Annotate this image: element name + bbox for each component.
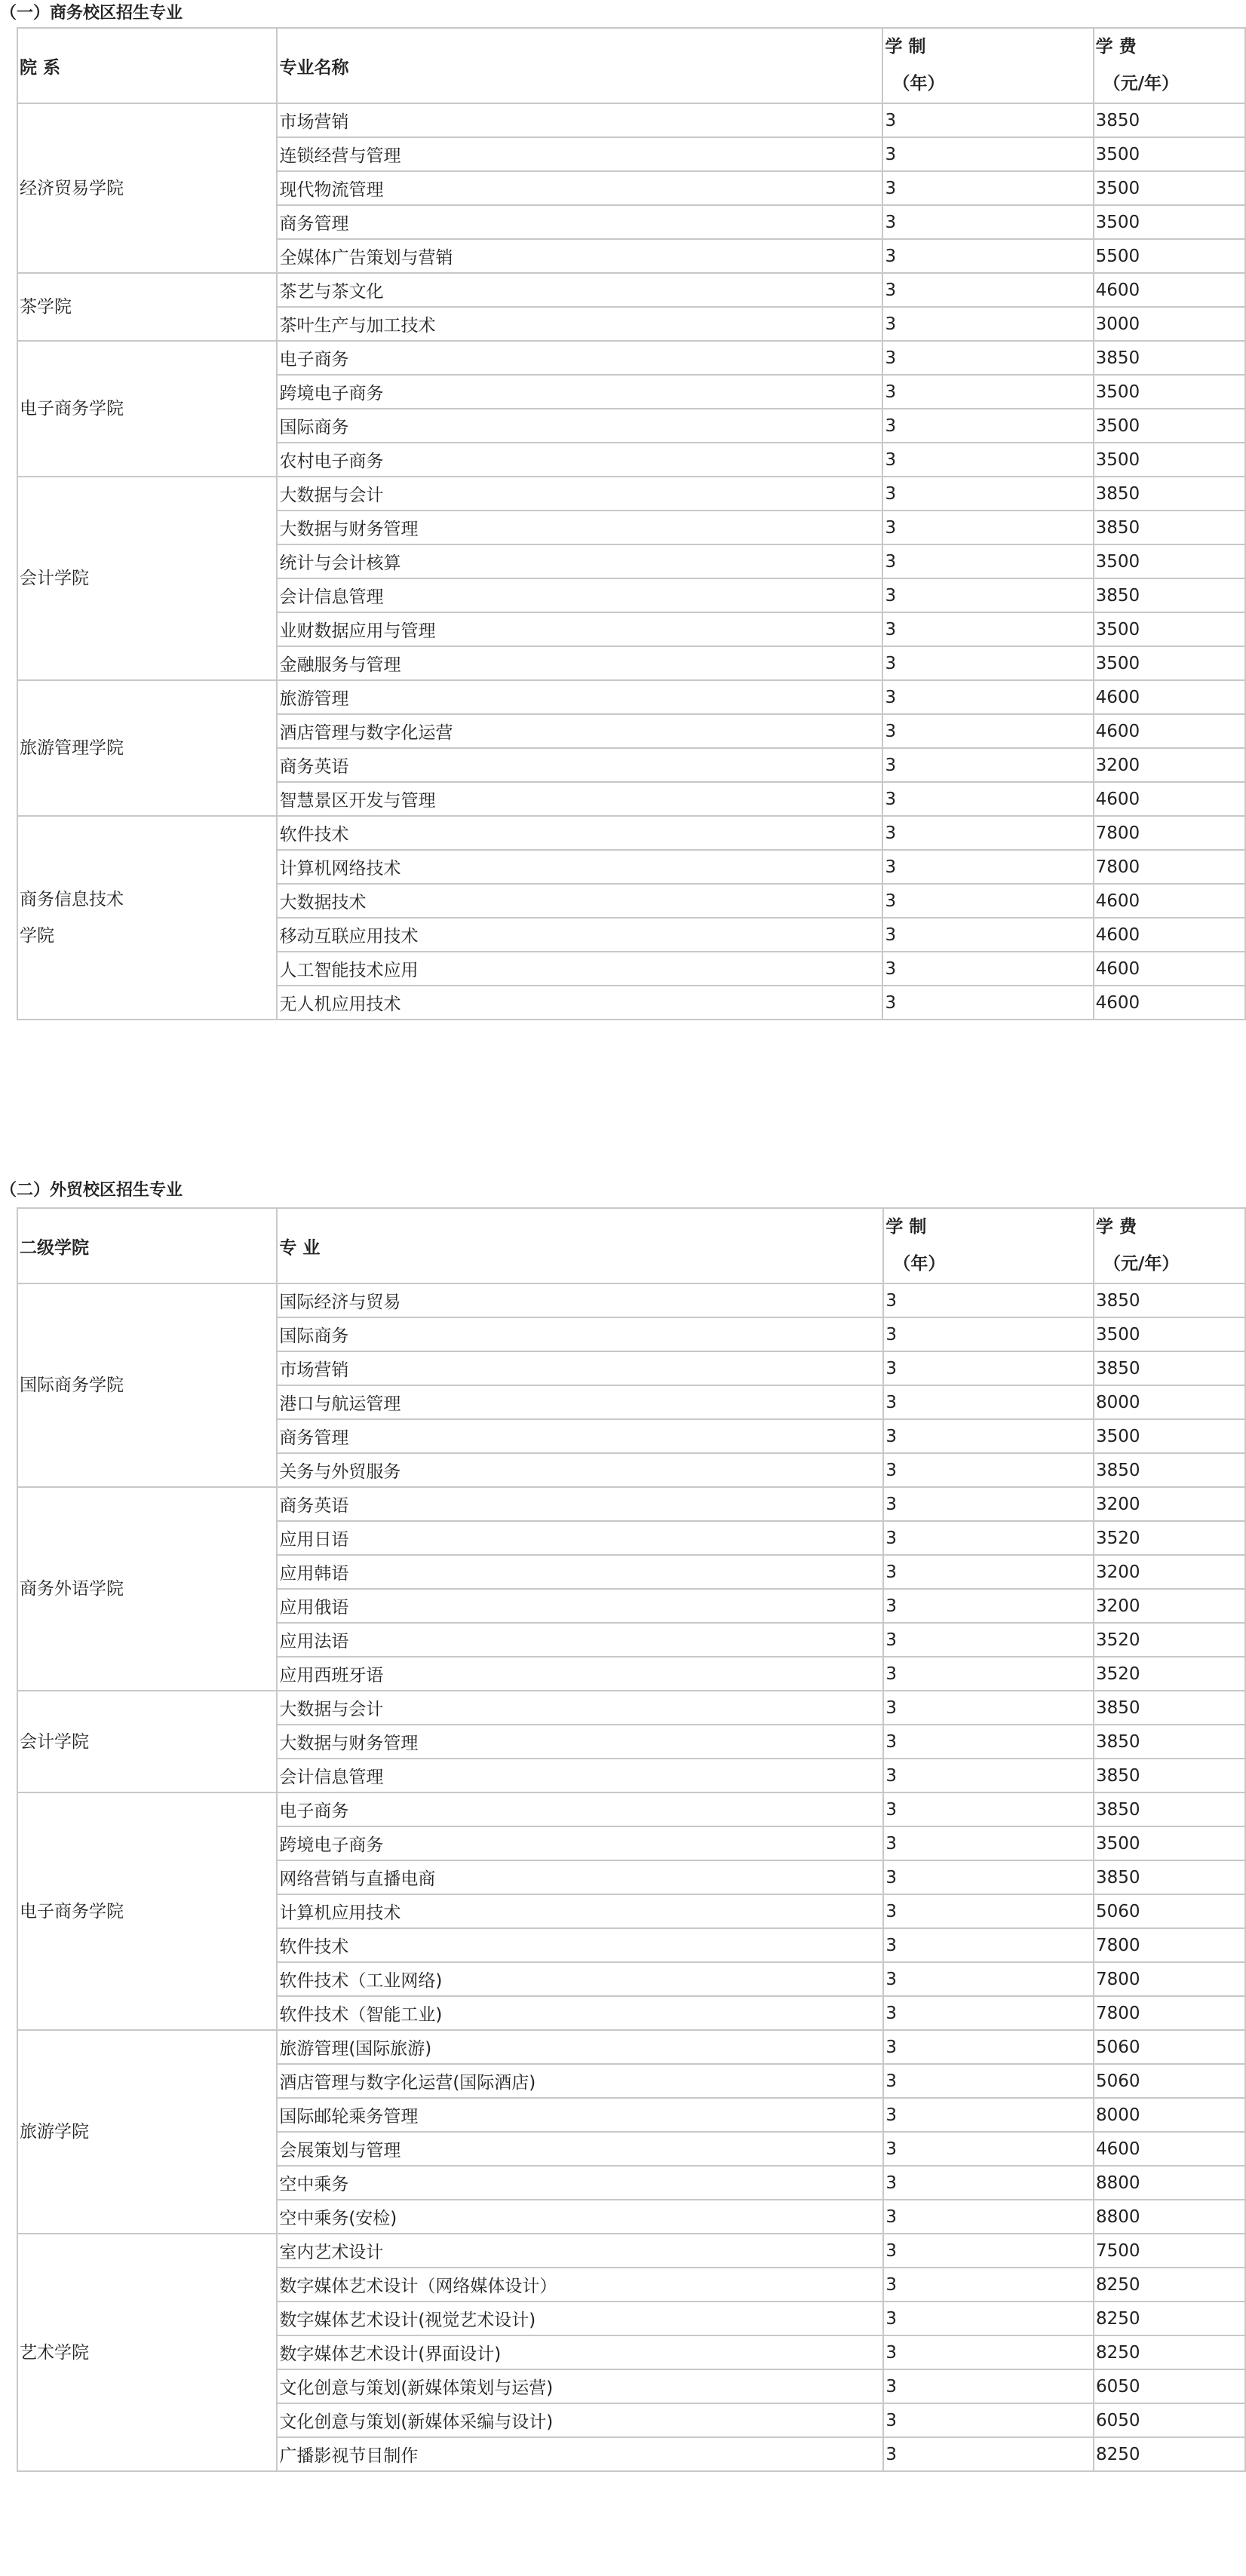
major-cell: 连锁经营与管理 <box>277 137 882 171</box>
duration-cell: 3 <box>883 2302 1094 2335</box>
fee-cell: 3000 <box>1094 307 1245 341</box>
fee-cell: 3500 <box>1094 612 1245 646</box>
major-cell: 计算机应用技术 <box>277 1894 883 1928</box>
fee-cell: 8250 <box>1094 2268 1245 2302</box>
duration-cell: 3 <box>883 1860 1094 1894</box>
major-cell: 会展策划与管理 <box>277 2132 883 2166</box>
major-cell: 酒店管理与数字化运营 <box>277 714 882 748</box>
duration-cell: 3 <box>883 1657 1094 1691</box>
major-cell: 移动互联应用技术 <box>277 918 882 952</box>
major-cell: 跨境电子商务 <box>277 375 882 409</box>
major-cell: 应用西班牙语 <box>277 1657 883 1691</box>
fee-cell: 7800 <box>1094 850 1245 884</box>
major-cell: 市场营销 <box>277 1351 883 1385</box>
major-cell: 软件技术 <box>277 816 882 850</box>
fee-cell: 3200 <box>1094 1589 1245 1623</box>
duration-cell: 3 <box>882 544 1093 578</box>
duration-cell: 3 <box>882 680 1093 714</box>
fee-cell: 3850 <box>1094 103 1245 137</box>
duration-cell: 3 <box>883 1555 1094 1589</box>
college-header: 二级学院 <box>17 1208 277 1283</box>
duration-cell: 3 <box>882 443 1093 477</box>
fee-cell: 4600 <box>1094 2132 1245 2166</box>
duration-cell: 3 <box>883 2335 1094 2369</box>
duration-cell: 3 <box>883 1691 1094 1725</box>
college-name: 电子商务学院 <box>20 399 124 419</box>
fee-cell: 4600 <box>1094 714 1245 748</box>
duration-cell: 3 <box>882 511 1093 544</box>
fee-cell: 3850 <box>1094 511 1245 544</box>
major-cell: 旅游管理(国际旅游) <box>277 2030 883 2064</box>
fee-cell: 3200 <box>1094 1487 1245 1521</box>
major-cell: 应用日语 <box>277 1521 883 1555</box>
fee-cell: 4600 <box>1094 782 1245 816</box>
fee-cell: 5060 <box>1094 2030 1245 2064</box>
duration-cell: 3 <box>882 986 1093 1020</box>
major-cell: 商务英语 <box>277 748 882 782</box>
duration-cell: 3 <box>882 748 1093 782</box>
section-1-title: （一）商务校区招生专业 <box>0 4 183 23</box>
duration-cell: 3 <box>882 918 1093 952</box>
duration-cell: 3 <box>882 850 1093 884</box>
major-cell: 商务英语 <box>277 1487 883 1521</box>
major-cell: 软件技术（工业网络) <box>277 1962 883 1996</box>
major-cell: 商务管理 <box>277 205 882 239</box>
duration-cell: 3 <box>882 307 1093 341</box>
major-cell: 大数据与财务管理 <box>277 1725 883 1759</box>
major-cell: 电子商务 <box>277 1792 883 1826</box>
major-cell: 港口与航运管理 <box>277 1385 883 1419</box>
table-row <box>17 103 1245 137</box>
table-row <box>17 1792 1245 1826</box>
college-cell <box>17 477 277 680</box>
fee-cell: 4600 <box>1094 680 1245 714</box>
business-campus-table <box>17 27 1246 1020</box>
college-cell <box>17 680 277 816</box>
duration-header-line1: 学 制 <box>885 37 926 57</box>
fee-cell: 3520 <box>1094 1623 1245 1657</box>
fee-cell: 5500 <box>1094 239 1245 273</box>
major-cell: 室内艺术设计 <box>277 2234 883 2268</box>
college-name: 经济贸易学院 <box>20 178 124 198</box>
fee-cell: 4600 <box>1094 918 1245 952</box>
major-cell: 酒店管理与数字化运营(国际酒店) <box>277 2064 883 2098</box>
duration-cell: 3 <box>883 2268 1094 2302</box>
major-cell: 市场营销 <box>277 103 882 137</box>
duration-header-line1: 学 制 <box>885 1217 927 1237</box>
duration-cell: 3 <box>883 1962 1094 1996</box>
table-row <box>17 680 1245 714</box>
fee-header-line2: （元/年） <box>1103 1254 1180 1274</box>
major-cell: 人工智能技术应用 <box>277 952 882 986</box>
major-cell: 空中乘务 <box>277 2166 883 2200</box>
duration-cell: 3 <box>882 646 1093 680</box>
fee-cell: 3850 <box>1094 578 1245 612</box>
fee-cell: 3500 <box>1094 443 1245 477</box>
college-cell <box>17 341 277 477</box>
duration-header-line2: （年） <box>893 1254 946 1274</box>
duration-cell: 3 <box>883 2098 1094 2132</box>
fee-header-line1: 学 费 <box>1095 1217 1137 1237</box>
major-cell: 计算机网络技术 <box>277 850 882 884</box>
college-cell <box>17 1487 277 1691</box>
major-cell: 电子商务 <box>277 341 882 375</box>
fee-cell: 3500 <box>1094 171 1245 205</box>
duration-cell: 3 <box>882 477 1093 511</box>
major-cell: 茶艺与茶文化 <box>277 273 882 307</box>
fee-cell: 8800 <box>1094 2200 1245 2234</box>
major-cell: 数字媒体艺术设计（网络媒体设计） <box>277 2268 883 2302</box>
major-cell: 无人机应用技术 <box>277 986 882 1020</box>
fee-cell: 3500 <box>1094 1826 1245 1860</box>
duration-cell: 3 <box>882 239 1093 273</box>
duration-cell: 3 <box>883 1826 1094 1860</box>
fee-cell: 3850 <box>1094 1759 1245 1792</box>
duration-cell: 3 <box>883 1996 1094 2030</box>
foreign-trade-campus-table <box>17 1207 1246 2472</box>
duration-cell: 3 <box>883 1759 1094 1792</box>
duration-cell: 3 <box>882 714 1093 748</box>
major-cell: 应用俄语 <box>277 1589 883 1623</box>
major-cell: 茶叶生产与加工技术 <box>277 307 882 341</box>
duration-header <box>882 28 1093 103</box>
duration-header <box>883 1208 1094 1283</box>
duration-cell: 3 <box>883 1792 1094 1826</box>
fee-header-line1: 学 费 <box>1095 37 1137 57</box>
duration-cell: 3 <box>883 1487 1094 1521</box>
table-row <box>17 1283 1245 1317</box>
major-header: 专 业 <box>277 1208 883 1283</box>
major-cell: 智慧景区开发与管理 <box>277 782 882 816</box>
fee-cell: 6050 <box>1094 2403 1245 2437</box>
major-cell: 网络营销与直播电商 <box>277 1860 883 1894</box>
college-name: 商务外语学院 <box>20 1579 124 1599</box>
fee-cell: 3850 <box>1094 1860 1245 1894</box>
fee-cell: 7500 <box>1094 2234 1245 2268</box>
fee-cell: 3850 <box>1094 1453 1245 1487</box>
major-cell: 会计信息管理 <box>277 578 882 612</box>
duration-cell: 3 <box>883 1419 1094 1453</box>
major-cell: 业财数据应用与管理 <box>277 612 882 646</box>
fee-cell: 4600 <box>1094 986 1245 1020</box>
major-cell: 大数据技术 <box>277 884 882 918</box>
fee-cell: 8250 <box>1094 2335 1245 2369</box>
fee-cell: 4600 <box>1094 884 1245 918</box>
fee-cell: 3500 <box>1094 1317 1245 1351</box>
table-row <box>17 816 1245 850</box>
major-cell: 应用韩语 <box>277 1555 883 1589</box>
major-cell: 全媒体广告策划与营销 <box>277 239 882 273</box>
duration-cell: 3 <box>882 103 1093 137</box>
college-cell <box>17 103 277 273</box>
fee-cell: 7800 <box>1094 1996 1245 2030</box>
duration-cell: 3 <box>882 375 1093 409</box>
major-cell: 关务与外贸服务 <box>277 1453 883 1487</box>
college-cell <box>17 816 277 1020</box>
college-cell <box>17 273 277 341</box>
major-cell: 国际经济与贸易 <box>277 1283 883 1317</box>
college-name-line2: 学院 <box>20 926 54 946</box>
duration-cell: 3 <box>882 171 1093 205</box>
fee-cell: 8250 <box>1094 2437 1245 2471</box>
major-cell: 大数据与会计 <box>277 477 882 511</box>
fee-cell: 3200 <box>1094 748 1245 782</box>
header-row <box>17 1208 1245 1283</box>
fee-header <box>1094 1208 1245 1283</box>
major-cell: 数字媒体艺术设计(视觉艺术设计) <box>277 2302 883 2335</box>
fee-cell: 3500 <box>1094 646 1245 680</box>
fee-cell: 3200 <box>1094 1555 1245 1589</box>
duration-cell: 3 <box>883 1385 1094 1419</box>
duration-cell: 3 <box>883 1521 1094 1555</box>
fee-header-line2: （元/年） <box>1103 74 1180 94</box>
duration-cell: 3 <box>882 612 1093 646</box>
duration-cell: 3 <box>883 1623 1094 1657</box>
fee-cell: 7800 <box>1094 1962 1245 1996</box>
college-header: 院 系 <box>17 28 277 103</box>
fee-cell: 3520 <box>1094 1657 1245 1691</box>
fee-cell: 7800 <box>1094 1928 1245 1962</box>
fee-cell: 3500 <box>1094 409 1245 443</box>
fee-cell: 3500 <box>1094 205 1245 239</box>
duration-cell: 3 <box>882 205 1093 239</box>
fee-cell: 3850 <box>1094 1725 1245 1759</box>
table-row <box>17 477 1245 511</box>
duration-cell: 3 <box>883 1928 1094 1962</box>
duration-cell: 3 <box>882 952 1093 986</box>
college-cell <box>17 1792 277 2030</box>
duration-header-line2: （年） <box>892 74 945 94</box>
duration-cell: 3 <box>882 137 1093 171</box>
duration-cell: 3 <box>883 2064 1094 2098</box>
duration-cell: 3 <box>883 2437 1094 2471</box>
fee-cell: 3850 <box>1094 341 1245 375</box>
college-name: 旅游学院 <box>20 2122 89 2142</box>
fee-cell: 5060 <box>1094 1894 1245 1928</box>
header-row <box>17 28 1245 103</box>
college-name: 艺术学院 <box>20 2342 89 2363</box>
major-cell: 国际商务 <box>277 1317 883 1351</box>
fee-cell: 8000 <box>1094 2098 1245 2132</box>
major-cell: 文化创意与策划(新媒体策划与运营) <box>277 2369 883 2403</box>
duration-cell: 3 <box>883 1351 1094 1385</box>
major-cell: 国际邮轮乘务管理 <box>277 2098 883 2132</box>
table-row <box>17 1487 1245 1521</box>
fee-cell: 4600 <box>1094 273 1245 307</box>
college-cell <box>17 2030 277 2234</box>
duration-cell: 3 <box>882 341 1093 375</box>
major-cell: 商务管理 <box>277 1419 883 1453</box>
duration-cell: 3 <box>882 816 1093 850</box>
college-cell <box>17 2234 277 2471</box>
duration-cell: 3 <box>883 1283 1094 1317</box>
fee-cell: 6050 <box>1094 2369 1245 2403</box>
fee-cell: 3850 <box>1094 1351 1245 1385</box>
section-2-title: （二）外贸校区招生专业 <box>0 1181 183 1200</box>
major-cell: 文化创意与策划(新媒体采编与设计) <box>277 2403 883 2437</box>
duration-cell: 3 <box>882 884 1093 918</box>
major-cell: 大数据与会计 <box>277 1691 883 1725</box>
fee-cell: 8800 <box>1094 2166 1245 2200</box>
major-cell: 金融服务与管理 <box>277 646 882 680</box>
fee-cell: 7800 <box>1094 816 1245 850</box>
table-row <box>17 2234 1245 2268</box>
college-cell <box>17 1691 277 1792</box>
major-cell: 应用法语 <box>277 1623 883 1657</box>
major-cell: 旅游管理 <box>277 680 882 714</box>
duration-cell: 3 <box>883 1317 1094 1351</box>
duration-cell: 3 <box>882 578 1093 612</box>
fee-cell: 3520 <box>1094 1521 1245 1555</box>
major-cell: 数字媒体艺术设计(界面设计) <box>277 2335 883 2369</box>
duration-cell: 3 <box>882 409 1093 443</box>
duration-cell: 3 <box>882 782 1093 816</box>
major-cell: 大数据与财务管理 <box>277 511 882 544</box>
duration-cell: 3 <box>883 2369 1094 2403</box>
fee-cell: 3850 <box>1094 1792 1245 1826</box>
college-cell <box>17 1283 277 1487</box>
major-cell: 会计信息管理 <box>277 1759 883 1792</box>
major-cell: 跨境电子商务 <box>277 1826 883 1860</box>
duration-cell: 3 <box>883 1589 1094 1623</box>
fee-cell: 5060 <box>1094 2064 1245 2098</box>
major-header: 专业名称 <box>277 28 882 103</box>
duration-cell: 3 <box>883 2166 1094 2200</box>
fee-cell: 3850 <box>1094 1691 1245 1725</box>
duration-cell: 3 <box>883 2200 1094 2234</box>
college-name: 茶学院 <box>20 297 72 317</box>
fee-header <box>1094 28 1245 103</box>
duration-cell: 3 <box>883 2234 1094 2268</box>
major-cell: 农村电子商务 <box>277 443 882 477</box>
duration-cell: 3 <box>883 2403 1094 2437</box>
table-row <box>17 341 1245 375</box>
duration-cell: 3 <box>883 1894 1094 1928</box>
major-cell: 统计与会计核算 <box>277 544 882 578</box>
fee-cell: 8000 <box>1094 1385 1245 1419</box>
fee-cell: 4600 <box>1094 952 1245 986</box>
college-name: 会计学院 <box>20 569 89 588</box>
duration-cell: 3 <box>883 2030 1094 2064</box>
college-name: 商务信息技术 <box>20 890 124 909</box>
major-cell: 广播影视节目制作 <box>277 2437 883 2471</box>
major-cell: 现代物流管理 <box>277 171 882 205</box>
table-row <box>17 273 1245 307</box>
table-row <box>17 1691 1245 1725</box>
college-name: 旅游管理学院 <box>20 738 124 758</box>
fee-cell: 8250 <box>1094 2302 1245 2335</box>
major-cell: 软件技术（智能工业) <box>277 1996 883 2030</box>
duration-cell: 3 <box>883 1453 1094 1487</box>
major-cell: 空中乘务(安检) <box>277 2200 883 2234</box>
duration-cell: 3 <box>883 1725 1094 1759</box>
major-cell: 国际商务 <box>277 409 882 443</box>
fee-cell: 3850 <box>1094 477 1245 511</box>
fee-cell: 3850 <box>1094 1283 1245 1317</box>
duration-cell: 3 <box>882 273 1093 307</box>
table-row <box>17 2030 1245 2064</box>
fee-cell: 3500 <box>1094 1419 1245 1453</box>
college-name: 会计学院 <box>20 1731 89 1752</box>
fee-cell: 3500 <box>1094 137 1245 171</box>
fee-cell: 3500 <box>1094 375 1245 409</box>
major-cell: 软件技术 <box>277 1928 883 1962</box>
college-name: 国际商务学院 <box>20 1375 124 1395</box>
duration-cell: 3 <box>883 2132 1094 2166</box>
fee-cell: 3500 <box>1094 544 1245 578</box>
college-name: 电子商务学院 <box>20 1901 124 1921</box>
